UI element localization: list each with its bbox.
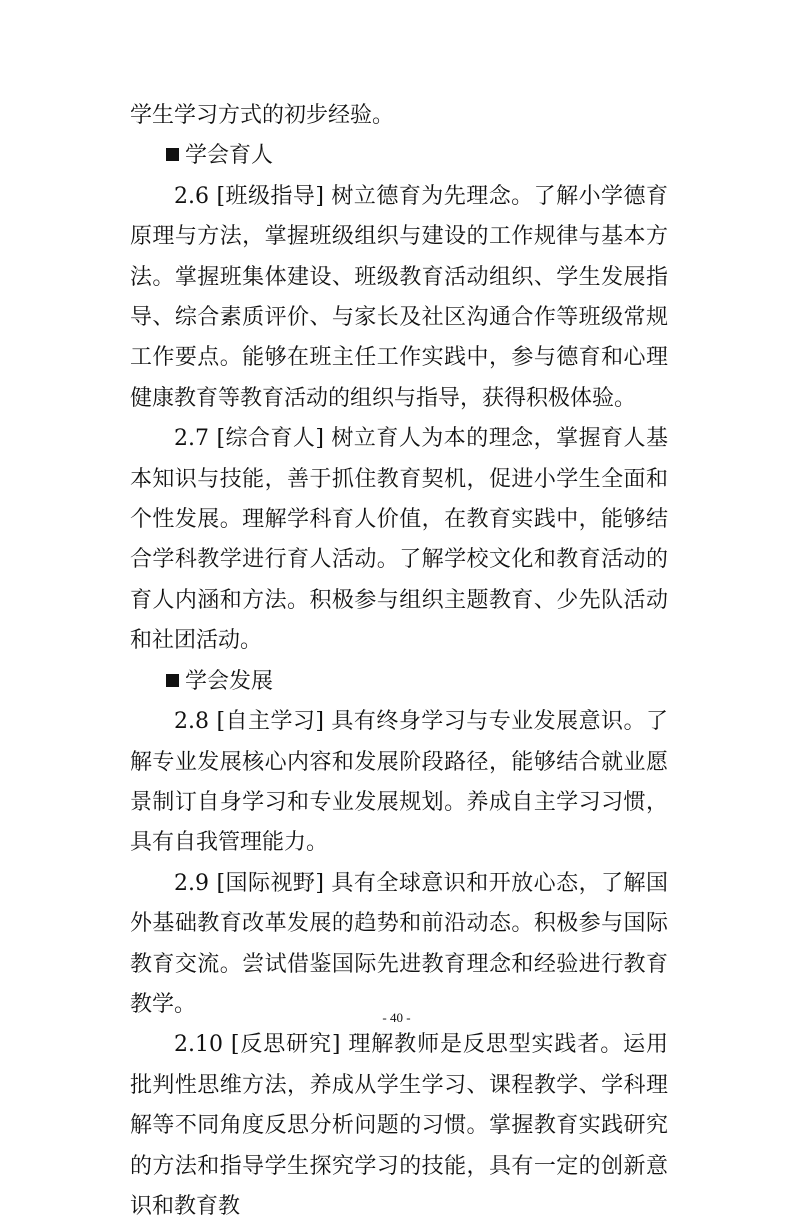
section-heading-label: 学会发展 [185,668,274,694]
paragraph-2-8-self-learning: 2.8 [自主学习] 具有终身学习与专业发展意识。了解专业发展核心内容和发展阶段路径，能够结合就业愿景制订自身学习和专业发展规划。养成自主学习习惯，具有自我管理能力。 [130,709,668,856]
paragraph-continuation: 学生学习方式的初步经验。 [130,103,395,128]
paragraph-2-7-comprehensive-education: 2.7 [综合育人] 树立育人为本的理念，掌握育人基本知识与技能，善于抓住教育契机，促进小学生全面和个性发展。理解学科育人价值，在教育实践中，能够结合学科教学进行育人活动。了解学校文化和教育活动的育人内涵和方法。积极参与组织主题教育、少先队活动和社团活动。 [130,426,668,654]
page-number: - 40 - [382,1010,411,1025]
section-heading-develop [130,662,668,702]
section-heading-educate [130,136,668,176]
square-bullet-icon [166,674,179,687]
document-body [130,96,668,1227]
paragraph-2-6-class-guidance: 2.6 [班级指导] 树立德育为先理念。了解小学德育原理与方法，掌握班级组织与建设的工作规律与基本方法。掌握班集体建设、班级教育活动组织、学生发展指导、综合素质评价、与家长及社区沟通合作等班级常规工作要点。能够在班主任工作实践中，参与德育和心理健康教育等教育活动的组织与指导，获得积极体验。 [130,183,668,411]
section-heading-label: 学会育人 [185,143,274,169]
paragraph-2-9-international-vision: 2.9 [国际视野] 具有全球意识和开放心态，了解国外基础教育改革发展的趋势和前沿动态。积极参与国际教育交流。尝试借鉴国际先进教育理念和经验进行教育教学。 [130,870,668,1017]
paragraph-2-10-reflective-research: 2.10 [反思研究] 理解教师是反思型实践者。运用批判性思维方法，养成从学生学习、课程教学、学科理解等不同角度反思分析问题的习惯。掌握教育实践研究的方法和指导学生探究学习的技能，具有一定的创新意识和教育教 [130,1032,668,1219]
square-bullet-icon [166,148,179,161]
